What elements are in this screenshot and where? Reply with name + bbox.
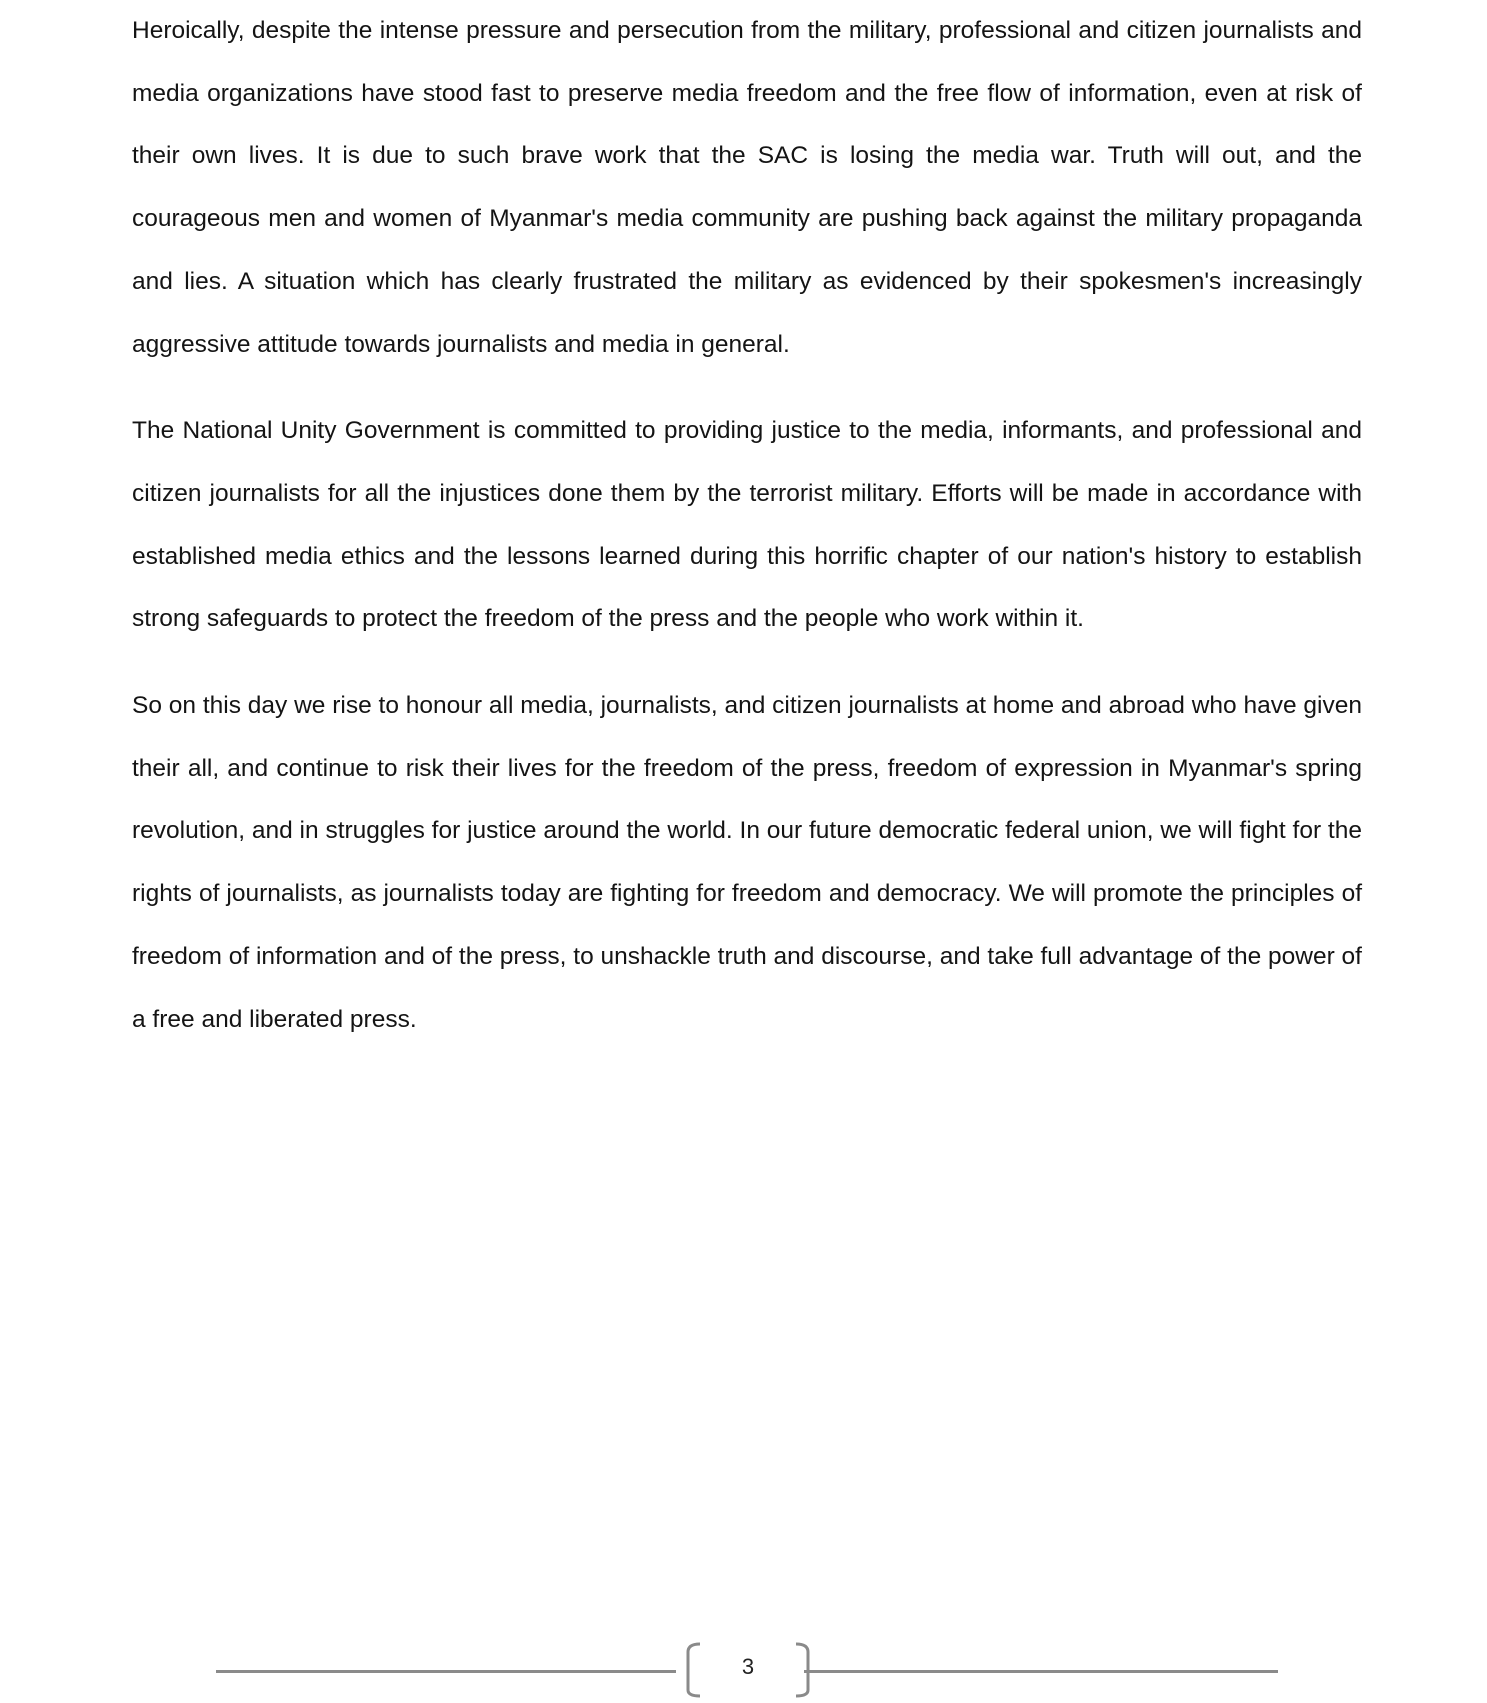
paragraph-2: The National Unity Government is committed to providing justice to the media, informants, and professional and citizen journalists for all the injustices done them by the terrorist military. Efforts will be made in accordance with established media ethics and the lessons learned during this horrific chapter of our nation's history to establish strong safeguards to protect the freedom of the press and the people who work within it. — [132, 417, 1362, 633]
footer-rule-right — [804, 1670, 1278, 1673]
page-footer — [216, 1640, 1278, 1700]
footer-rule-left — [216, 1670, 676, 1673]
paragraph-1: Heroically, despite the intense pressure and persecution from the military, professional and citizen journalists and media organizations have stood fast to preserve media freedom and the free flow of information, even at risk of their own lives. It is due to such brave work that the SAC is losing the media war. Truth will out, and the courageous men and women of Myanmar's media community are pushing back against the military propaganda and lies. A situation which has clearly frustrated the military as evidenced by their spokesmen's increasingly aggressive attitude towards journalists and media in general. — [132, 17, 1362, 358]
page-number: 3 — [741, 1654, 755, 1679]
left-brace-icon — [682, 1642, 704, 1698]
paragraph-3: So on this day we rise to honour all media, journalists, and citizen journalists at home and abroad who have given their all, and continue to risk their lives for the freedom of the press, freedom of expression in Myanmar's spring revolution, and in struggles for justice around the world. In our future democratic federal union, we will fight for the rights of journalists, as journalists today are fighting for freedom and democracy. We will promote the principles of freedom of information and of the press, to unshackle truth and discourse, and take full advantage of the power of a free and liberated press. — [132, 692, 1362, 1033]
body-text — [132, 0, 1362, 1051]
